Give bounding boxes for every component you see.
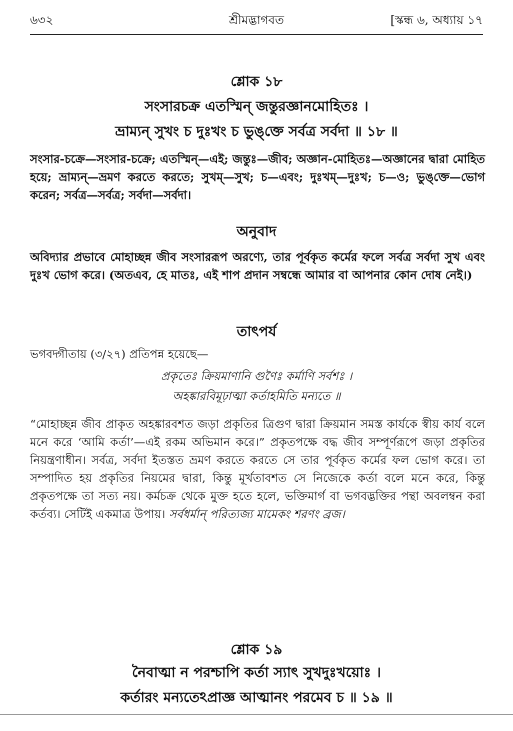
translation-text: অবিদ্যার প্রভাবে মোহাচ্ছন্ন জীব সংসাররূপ অরণ্যে, তার পূর্বকৃত কর্মের ফলে সর্বত্র সর্বদা সুখ এবং দুঃখ ভোগ করে। (অতএব, হে মাতঃ, এই শাপ প্রদান সম্বন্ধে আমার বা আপনার কোন দোষ নেই।) bbox=[30, 250, 485, 282]
purport-body-text: “মোহাচ্ছন্ন জীব প্রাকৃত অহঙ্কারবশত জড়া প্রকৃতির ত্রিগুণ দ্বারা ক্রিয়মান সমস্ত কার্যকে স্বীয় কার্য বলে মনে করে ‘আমি কর্তা’—এই রকম অভিমান করে।” প্রকৃতপক্ষে বদ্ধ জীব সম্পূর্ণরূপে জড়া প্রকৃতির নিয়ন্ত্রণাধীন। সর্বত্র, সর্বদা ইতস্তত ভ্রমণ করতে করতে সে তার পূর্বকৃত কর্মের ফল ভোগ করে। তা সম্পাদিত হয় প্রকৃতির নিয়মের দ্বারা, কিন্তু মূর্খতাবশত সে নিজেকে কর্তা বলে মনে করে, কিন্তু প্রকৃতপক্ষে তা সত্য নয়। কর্মচক্র থেকে মুক্ত হতে হলে, ভক্তিমার্গ বা ভগবদ্ভক্তির পন্থা অবলম্বন করা কর্তব্য। সেটিই একমাত্র উপায়। bbox=[30, 417, 485, 521]
running-header bbox=[30, 12, 483, 30]
translation-heading: অনুবাদ bbox=[236, 224, 277, 240]
gita-quote-line-1: প্রকৃতেঃ ক্রিয়মাণানি গুণৈঃ কর্মাণি সর্বশঃ । bbox=[160, 369, 353, 383]
gita-quote-line-2: অহঙ্কারবিমূঢ়াত্মা কর্তাহমিতি মন্যতে ॥ bbox=[172, 389, 341, 403]
verse-18-line-2: ভ্রাম্যন্ সুখং চ দুঃখং চ ভুঙ্‌ক্তে সর্বত্র সর্বদা ॥ ১৮ ॥ bbox=[115, 124, 398, 140]
verse-19-line-2: কর্তারং মন্যতেঽপ্রাজ্ঞ আত্মানং পরমেব চ ॥ ১৯ ॥ bbox=[120, 690, 393, 706]
chapter-reference: [স্কন্ধ ৬, অধ্যায় ১৭ bbox=[390, 13, 483, 27]
page-number: ৬৩২ bbox=[30, 13, 54, 27]
purport-body-quote: সর্বধর্মান্ পরিত্যজ্য মামেকং শরণং ব্রজ। bbox=[168, 507, 345, 521]
verse-19-line-1: নৈবাত্মা ন পরশ্চাপি কর্তা স্যাৎ সুখদুঃখয়োঃ । bbox=[132, 665, 381, 681]
verse-18-heading: শ্লোক ১৮ bbox=[230, 74, 283, 90]
verse-19-heading: শ্লোক ১৯ bbox=[230, 642, 283, 658]
header-rule bbox=[30, 34, 483, 35]
synonyms: সংসার-চক্রে—সংসার-চক্রে; এতস্মিন্—এই; জন্তুঃ—জীব; অজ্ঞান-মোহিতঃ—অজ্ঞানের দ্বারা মোহিত হয়ে; ভ্রাম্যন্—ভ্রমণ করতে করতে; সুখম্—সুখ; চ—এবং; দুঃখম্—দুঃখ; চ—ও; ভুঙ্‌ক্তে—ভোগ করেন; সর্বত্র—সর্বত্র; সর্বদা—সর্বদা। bbox=[30, 152, 485, 202]
bottom-rule bbox=[0, 714, 513, 715]
verse-18-line-1: সংসারচক্র এতস্মিন্ জন্তুরজ্ঞানমোহিতঃ । bbox=[144, 99, 369, 115]
purport-body bbox=[30, 415, 485, 523]
purport-intro: ভগবদ্গীতায় (৩/২৭) প্রতিপন্ন হয়েছে— bbox=[30, 347, 209, 361]
book-title: শ্রীমদ্ভাগবত bbox=[228, 13, 284, 27]
purport-heading: তাৎপর্য bbox=[236, 324, 277, 340]
